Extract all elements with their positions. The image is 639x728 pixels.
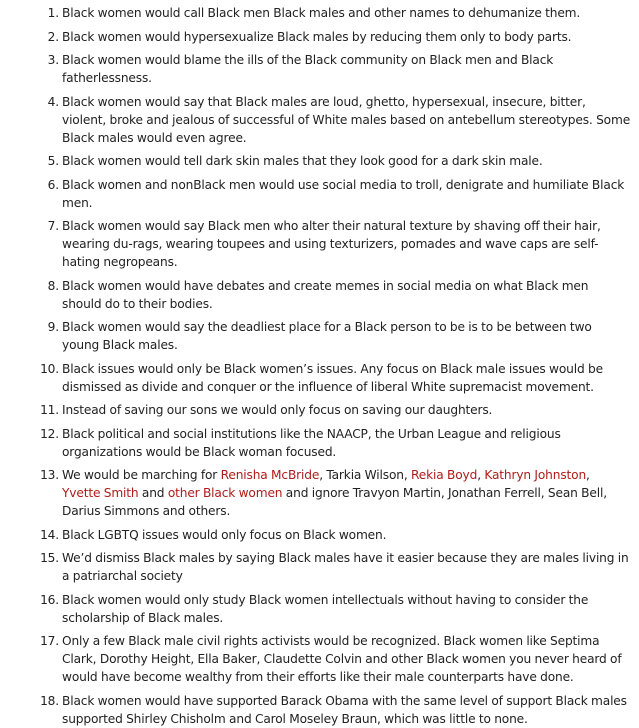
list-item-text: Black women would call Black men Black males and other names to dehumanize them.: [62, 6, 581, 20]
list-item-text: Black LGBTQ issues would only focus on Black women.: [62, 527, 387, 542]
name-link[interactable]: Rekia Boyd: [411, 468, 478, 482]
name-link[interactable]: Renisha McBride: [220, 468, 320, 482]
list-item-text: Black women would hypersexualize Black males by reducing them only to body parts.: [62, 29, 572, 44]
list-item-text: Black women would have debates and create memes in social media on what Black men should do to their bodies.: [62, 278, 589, 311]
list-item-number: 12.: [40, 426, 59, 441]
list-item: [0, 277, 631, 313]
list-item-text: [62, 468, 607, 518]
list-item: [0, 51, 631, 87]
list-item-number: 2.: [47, 29, 59, 44]
list-item-text: Black issues would only be Black women’s issues. Any focus on Black male issues would be dismissed as divide and conquer or the influence of liberal White supremacist movement.: [62, 361, 603, 394]
list-item-text: Black women would blame the ills of the Black community on Black men and Black fatherlessness.: [62, 53, 554, 85]
list-item: [0, 217, 631, 271]
list-item: [0, 425, 631, 461]
name-link[interactable]: Yvette Smith: [62, 486, 139, 500]
name-link[interactable]: other Black women: [167, 486, 283, 500]
list-item: [0, 632, 631, 686]
text-fragment: and: [138, 486, 168, 500]
list-item-number: 7.: [47, 219, 59, 233]
list-item: [0, 526, 631, 544]
list-item-text: Black women would say the deadliest place for a Black person to be is to be between two young Black males.: [62, 320, 592, 352]
list-item-number: 13.: [40, 468, 59, 482]
list-item-number: 6.: [47, 177, 59, 192]
list-item-number: 15.: [40, 551, 59, 565]
name-link[interactable]: Kathryn Johnston: [484, 468, 587, 482]
list-item-number: 14.: [40, 527, 59, 542]
text-fragment: and ignore Travyon Martin, Jonathan Ferrell, Sean Bell, Darius Simmons and others.: [62, 486, 607, 518]
list-item-text: Instead of saving our sons we would only focus on saving our daughters.: [62, 403, 493, 417]
text-fragment: ,: [477, 468, 485, 482]
list-item: [0, 591, 631, 627]
list-item-number: 11.: [40, 403, 59, 417]
list-item: [0, 401, 631, 419]
list-item-number: 3.: [47, 53, 59, 67]
text-fragment: We would be marching for: [62, 468, 221, 482]
list-item: [0, 466, 631, 520]
list-item: [0, 4, 631, 22]
numbered-list: [0, 4, 631, 728]
list-item-number: 9.: [47, 320, 59, 334]
list-item-text: Black women would only study Black women intellectuals without having to consider the scholarship of Black males.: [62, 592, 589, 625]
list-item: [0, 318, 631, 354]
list-item-number: 10.: [40, 361, 59, 376]
text-fragment: , Tarkia Wilson,: [319, 468, 412, 482]
list-item: [0, 360, 631, 396]
list-item: [0, 93, 631, 147]
list-item: [0, 692, 631, 728]
list-item-number: 5.: [47, 154, 59, 168]
list-item-text: We’d dismiss Black males by saying Black males have it easier because they are males living in a patriarchal society: [62, 551, 629, 583]
list-item-text: Black women would tell dark skin males that they look good for a dark skin male.: [62, 154, 543, 168]
list-item-number: 4.: [47, 94, 59, 109]
list-item-text: Only a few Black male civil rights activists would be recognized. Black women like Septima Clark, Dorothy Height, Ella Baker, Claudette Colvin and other Black women you never heard of would have become wealthy from their efforts like their male counterparts have done.: [62, 634, 622, 684]
list-item-number: 18.: [40, 693, 59, 708]
list-item-text: Black women and nonBlack men would use social media to troll, denigrate and humiliate Black men.: [62, 177, 625, 210]
list-item-text: Black women would have supported Barack Obama with the same level of support Black males supported Shirley Chisholm and Carol Moseley Braun, which was little to none.: [62, 693, 627, 726]
list-item: [0, 28, 631, 46]
list-item-number: 17.: [40, 634, 59, 648]
list-item: [0, 152, 631, 170]
list-item-text: Black women would say that Black males are loud, ghetto, hypersexual, insecure, bitter, violent, broke and jealous of successful of White males based on antebellum stereotypes. Some Black males would even agree.: [62, 94, 631, 145]
list-item-number: 1.: [47, 6, 59, 20]
list-item-text: Black political and social institutions like the NAACP, the Urban League and religious organizations would be Black woman focused.: [62, 426, 561, 459]
list-item-number: 16.: [40, 592, 59, 607]
list-item: [0, 176, 631, 212]
text-fragment: ,: [586, 468, 590, 482]
list-item-text: Black women would say Black men who alter their natural texture by shaving off their hair, wearing du-rags, wearing toupees and using texturizers, pomades and wave caps are self-hating negropeans.: [62, 219, 601, 269]
list-item-number: 8.: [47, 278, 59, 293]
list-item: [0, 549, 631, 585]
